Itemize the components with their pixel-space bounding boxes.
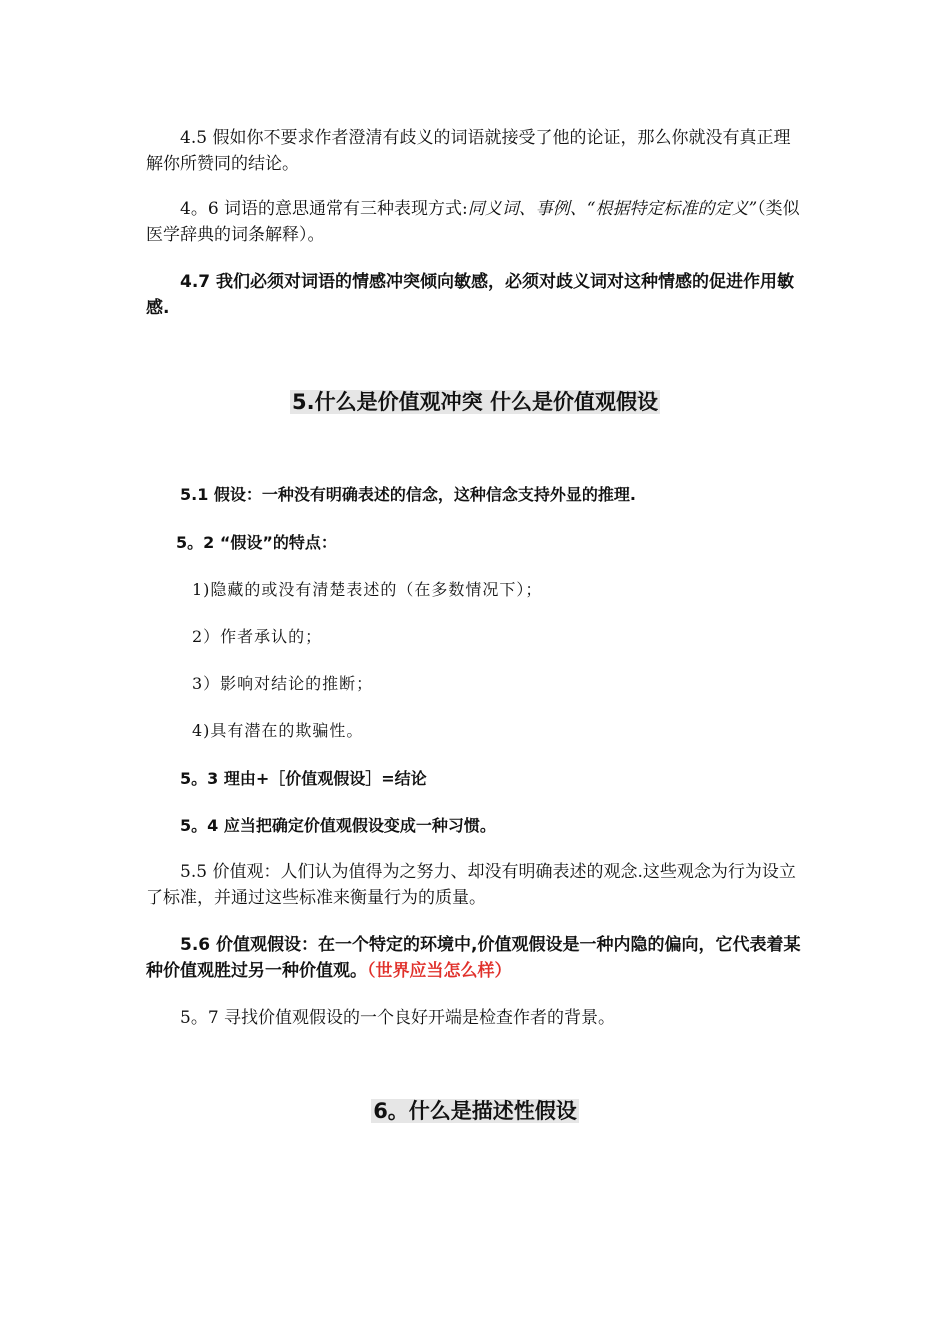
paragraph-5-5 (146, 859, 806, 911)
paragraph-5-1 (180, 483, 636, 507)
paragraph-5-3-text: 5。3 理由+［价值观假设］=结论 (180, 769, 427, 788)
paragraph-4-5-text: 4.5 假如你不要求作者澄清有歧义的词语就接受了他的论证，那么你就没有真正理解你所赞同的结论。 (146, 128, 791, 174)
section-6-heading-text: 6。什么是描述性假设 (373, 1099, 577, 1123)
paragraph-4-6-suffix: （类似医学辞典的词条解释）。 (146, 199, 800, 245)
trait-item (192, 719, 363, 743)
paragraph-5-2-text: 5。2 “假设”的特点： (176, 533, 337, 552)
trait-item-text: 3）影响对结论的推断； (192, 674, 374, 693)
paragraph-5-6-text: 5.6 价值观假设：在一个特定的环境中,价值观假设是一种内隐的偏向，它代表着某种价值观胜过另一种价值观。 (146, 935, 801, 981)
paragraph-5-1-text: 5.1 假设：一种没有明确表述的信念，这种信念支持外显的推理. (180, 485, 636, 504)
trait-item-text: 1)隐藏的或没有清楚表述的（在多数情况下）； (192, 580, 543, 599)
paragraph-5-2 (176, 531, 337, 555)
paragraph-4-7-text: 4.7 我们必须对词语的情感冲突倾向敏感，必须对歧义词对这种情感的促进作用敏感. (146, 272, 795, 318)
trait-item-text: 4)具有潜在的欺骗性。 (192, 721, 364, 740)
paragraph-5-7-text: 5。7 寻找价值观假设的一个良好开端是检查作者的背景。 (180, 1008, 616, 1028)
paragraph-4-5 (146, 125, 806, 177)
trait-item (192, 672, 373, 696)
paragraph-4-6-italic: 同义词、事例、“根据特定标准的定义” (467, 199, 758, 219)
paragraph-5-5-text: 5.5 价值观：人们认为值得为之努力、却没有明确表述的观念.这些观念为行为设立了标准，并通过这些标准来衡量行为的质量。 (146, 862, 796, 908)
paragraph-5-7 (180, 1006, 615, 1030)
section-6-heading (0, 1096, 950, 1126)
paragraph-4-7 (146, 269, 806, 321)
trait-item (192, 625, 322, 649)
trait-item-text: 2）作者承认的； (192, 627, 323, 646)
section-5-heading-text: 5.什么是价值观冲突 什么是价值观假设 (292, 390, 658, 414)
paragraph-5-6 (146, 932, 806, 984)
paragraph-4-6 (146, 196, 806, 248)
paragraph-5-4 (180, 814, 496, 838)
paragraph-5-4-text: 5。4 应当把确定价值观假设变成一种习惯。 (180, 816, 496, 835)
section-5-heading (0, 387, 950, 417)
trait-item (192, 578, 542, 602)
paragraph-4-6-prefix: 4。6 词语的意思通常有三种表现方式: (180, 199, 468, 219)
paragraph-5-6-note: （世界应当怎么样） (367, 961, 512, 981)
paragraph-5-3 (180, 767, 427, 791)
